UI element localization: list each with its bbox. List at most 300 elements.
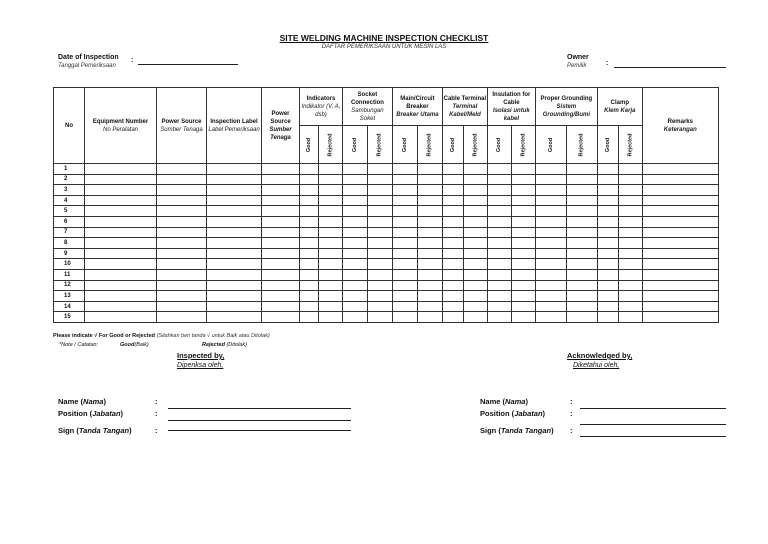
table-cell[interactable]: [618, 227, 642, 238]
table-cell[interactable]: [642, 164, 718, 175]
table-cell[interactable]: [157, 259, 207, 270]
table-cell[interactable]: [207, 227, 262, 238]
table-cell[interactable]: [367, 174, 392, 185]
table-cell[interactable]: [417, 269, 442, 280]
table-cell[interactable]: [262, 216, 300, 227]
table-cell[interactable]: [157, 195, 207, 206]
table-cell[interactable]: [300, 216, 319, 227]
table-cell[interactable]: [157, 301, 207, 312]
table-cell[interactable]: [566, 248, 597, 259]
table-cell[interactable]: [535, 238, 566, 249]
table-cell[interactable]: [442, 174, 463, 185]
table-cell[interactable]: [157, 238, 207, 249]
right-sign-field[interactable]: [580, 436, 726, 437]
table-cell[interactable]: [463, 174, 487, 185]
table-cell[interactable]: [463, 206, 487, 217]
table-cell[interactable]: [463, 291, 487, 302]
table-cell[interactable]: [618, 185, 642, 196]
table-cell[interactable]: [417, 206, 442, 217]
table-cell[interactable]: [487, 227, 511, 238]
table-cell[interactable]: [566, 185, 597, 196]
table-cell[interactable]: [300, 174, 319, 185]
table-cell[interactable]: [511, 195, 535, 206]
table-cell[interactable]: [417, 227, 442, 238]
table-cell[interactable]: [597, 312, 618, 323]
table-cell[interactable]: [367, 291, 392, 302]
table-cell[interactable]: [85, 206, 157, 217]
table-cell[interactable]: [367, 206, 392, 217]
table-cell[interactable]: [535, 195, 566, 206]
table-cell[interactable]: [319, 259, 343, 270]
table-cell[interactable]: [367, 280, 392, 291]
table-cell[interactable]: [597, 195, 618, 206]
table-cell[interactable]: [85, 312, 157, 323]
table-cell[interactable]: [417, 216, 442, 227]
table-cell[interactable]: [511, 216, 535, 227]
table-cell[interactable]: [642, 185, 718, 196]
table-cell[interactable]: [618, 269, 642, 280]
table-cell[interactable]: [535, 227, 566, 238]
table-cell[interactable]: [535, 259, 566, 270]
table-cell[interactable]: [535, 280, 566, 291]
table-cell[interactable]: [207, 301, 262, 312]
table-cell[interactable]: [392, 206, 417, 217]
table-cell[interactable]: [207, 248, 262, 259]
table-cell[interactable]: [342, 291, 367, 302]
table-cell[interactable]: [342, 216, 367, 227]
table-cell[interactable]: [535, 301, 566, 312]
table-cell[interactable]: [511, 238, 535, 249]
table-cell[interactable]: [262, 227, 300, 238]
left-sign-field[interactable]: [168, 430, 351, 431]
table-cell[interactable]: [342, 312, 367, 323]
table-cell[interactable]: [618, 238, 642, 249]
table-cell[interactable]: [417, 301, 442, 312]
table-cell[interactable]: [157, 291, 207, 302]
table-cell[interactable]: [566, 227, 597, 238]
table-cell[interactable]: [319, 164, 343, 175]
right-name-field[interactable]: [580, 408, 726, 409]
table-cell[interactable]: [207, 312, 262, 323]
table-cell[interactable]: [85, 174, 157, 185]
table-cell[interactable]: [367, 216, 392, 227]
table-cell[interactable]: [392, 291, 417, 302]
table-cell[interactable]: [417, 238, 442, 249]
table-cell[interactable]: [157, 174, 207, 185]
table-cell[interactable]: [262, 291, 300, 302]
table-cell[interactable]: [535, 164, 566, 175]
table-cell[interactable]: [207, 174, 262, 185]
table-cell[interactable]: [207, 216, 262, 227]
table-cell[interactable]: [618, 216, 642, 227]
table-cell[interactable]: [157, 206, 207, 217]
table-cell[interactable]: [319, 216, 343, 227]
table-cell[interactable]: [367, 301, 392, 312]
table-cell[interactable]: [342, 164, 367, 175]
table-cell[interactable]: [262, 259, 300, 270]
table-cell[interactable]: [487, 291, 511, 302]
table-cell[interactable]: [262, 248, 300, 259]
table-cell[interactable]: [535, 206, 566, 217]
table-cell[interactable]: [300, 248, 319, 259]
table-cell[interactable]: [597, 227, 618, 238]
table-cell[interactable]: [597, 291, 618, 302]
table-cell[interactable]: [487, 216, 511, 227]
table-cell[interactable]: [618, 312, 642, 323]
table-cell[interactable]: [367, 238, 392, 249]
table-cell[interactable]: [442, 227, 463, 238]
table-cell[interactable]: [417, 259, 442, 270]
table-cell[interactable]: [566, 259, 597, 270]
table-cell[interactable]: [597, 174, 618, 185]
table-cell[interactable]: [319, 301, 343, 312]
table-cell[interactable]: [367, 312, 392, 323]
table-cell[interactable]: [85, 291, 157, 302]
table-cell[interactable]: [442, 195, 463, 206]
table-cell[interactable]: [319, 206, 343, 217]
table-cell[interactable]: [157, 248, 207, 259]
table-cell[interactable]: [392, 301, 417, 312]
table-cell[interactable]: [392, 174, 417, 185]
table-cell[interactable]: [487, 206, 511, 217]
table-cell[interactable]: [262, 280, 300, 291]
table-cell[interactable]: [597, 301, 618, 312]
table-cell[interactable]: [642, 291, 718, 302]
table-cell[interactable]: [157, 216, 207, 227]
table-cell[interactable]: [262, 312, 300, 323]
table-cell[interactable]: [207, 185, 262, 196]
table-cell[interactable]: [207, 195, 262, 206]
table-cell[interactable]: [392, 164, 417, 175]
table-cell[interactable]: [342, 280, 367, 291]
table-cell[interactable]: [319, 291, 343, 302]
table-cell[interactable]: [511, 227, 535, 238]
table-cell[interactable]: [442, 259, 463, 270]
table-cell[interactable]: [463, 227, 487, 238]
table-cell[interactable]: [319, 269, 343, 280]
table-cell[interactable]: [566, 206, 597, 217]
table-cell[interactable]: [442, 164, 463, 175]
table-cell[interactable]: [85, 280, 157, 291]
table-cell[interactable]: [442, 206, 463, 217]
table-cell[interactable]: [392, 238, 417, 249]
table-cell[interactable]: [262, 269, 300, 280]
table-cell[interactable]: [157, 227, 207, 238]
table-cell[interactable]: [511, 174, 535, 185]
table-cell[interactable]: [487, 269, 511, 280]
right-sign-label: Sign (Tanda Tangan): [480, 426, 554, 435]
date-field[interactable]: [138, 64, 238, 65]
table-cell[interactable]: [207, 269, 262, 280]
table-cell[interactable]: [85, 238, 157, 249]
table-cell[interactable]: [342, 174, 367, 185]
table-cell[interactable]: [487, 248, 511, 259]
table-cell[interactable]: [442, 301, 463, 312]
table-cell[interactable]: [300, 227, 319, 238]
table-cell[interactable]: [642, 227, 718, 238]
table-cell[interactable]: [300, 301, 319, 312]
table-cell[interactable]: [392, 195, 417, 206]
table-cell[interactable]: [85, 301, 157, 312]
table-cell[interactable]: [300, 206, 319, 217]
table-cell[interactable]: [535, 248, 566, 259]
table-cell[interactable]: [442, 269, 463, 280]
table-cell[interactable]: [463, 238, 487, 249]
table-cell[interactable]: [597, 206, 618, 217]
table-cell[interactable]: [487, 174, 511, 185]
table-cell[interactable]: [463, 185, 487, 196]
table-cell[interactable]: [157, 164, 207, 175]
table-cell[interactable]: [207, 164, 262, 175]
table-cell[interactable]: [463, 301, 487, 312]
table-cell[interactable]: [319, 238, 343, 249]
right-position-field[interactable]: [580, 424, 726, 425]
table-cell[interactable]: [342, 227, 367, 238]
table-cell[interactable]: [207, 206, 262, 217]
inspected-by-sub: Diperiksa oleh,: [177, 362, 224, 369]
table-cell[interactable]: [319, 248, 343, 259]
table-cell[interactable]: [392, 185, 417, 196]
table-cell[interactable]: [487, 164, 511, 175]
table-cell[interactable]: [597, 164, 618, 175]
table-cell[interactable]: [597, 216, 618, 227]
table-cell[interactable]: [535, 291, 566, 302]
table-cell[interactable]: [566, 269, 597, 280]
table-cell[interactable]: [262, 164, 300, 175]
table-cell[interactable]: [392, 216, 417, 227]
table-cell[interactable]: [618, 195, 642, 206]
table-cell[interactable]: [642, 238, 718, 249]
table-cell[interactable]: [535, 174, 566, 185]
table-cell[interactable]: [566, 174, 597, 185]
table-cell[interactable]: [417, 185, 442, 196]
table-cell[interactable]: [642, 301, 718, 312]
table-cell[interactable]: [300, 238, 319, 249]
table-cell[interactable]: [566, 164, 597, 175]
table-cell[interactable]: [487, 195, 511, 206]
table-cell[interactable]: [442, 280, 463, 291]
table-cell[interactable]: [207, 238, 262, 249]
table-cell[interactable]: [642, 195, 718, 206]
table-cell[interactable]: [642, 206, 718, 217]
table-cell[interactable]: [300, 280, 319, 291]
table-cell[interactable]: [597, 259, 618, 270]
table-cell[interactable]: [417, 174, 442, 185]
table-row: [54, 216, 719, 227]
table-cell[interactable]: [392, 248, 417, 259]
table-cell[interactable]: [566, 238, 597, 249]
table-cell[interactable]: [597, 280, 618, 291]
table-cell[interactable]: [511, 269, 535, 280]
table-cell[interactable]: [597, 269, 618, 280]
table-cell[interactable]: [463, 259, 487, 270]
table-cell[interactable]: [618, 259, 642, 270]
table-cell[interactable]: [597, 185, 618, 196]
table-cell[interactable]: [618, 206, 642, 217]
table-cell[interactable]: [262, 238, 300, 249]
table-cell[interactable]: [367, 269, 392, 280]
table-cell[interactable]: [342, 206, 367, 217]
table-cell[interactable]: [417, 195, 442, 206]
table-cell[interactable]: [566, 312, 597, 323]
table-cell[interactable]: [392, 259, 417, 270]
table-cell[interactable]: [342, 195, 367, 206]
table-cell[interactable]: [85, 216, 157, 227]
table-cell[interactable]: [642, 248, 718, 259]
table-cell[interactable]: [85, 185, 157, 196]
table-cell[interactable]: [417, 248, 442, 259]
table-cell[interactable]: [300, 269, 319, 280]
table-cell[interactable]: [157, 312, 207, 323]
table-cell[interactable]: [642, 174, 718, 185]
table-cell[interactable]: [300, 195, 319, 206]
table-cell[interactable]: [392, 269, 417, 280]
table-cell[interactable]: [487, 312, 511, 323]
table-cell[interactable]: [511, 291, 535, 302]
table-cell[interactable]: [300, 164, 319, 175]
table-cell[interactable]: [597, 238, 618, 249]
table-cell[interactable]: [463, 248, 487, 259]
table-cell[interactable]: [342, 248, 367, 259]
table-cell[interactable]: [417, 280, 442, 291]
table-cell[interactable]: [319, 227, 343, 238]
table-cell[interactable]: [511, 206, 535, 217]
table-cell[interactable]: [511, 164, 535, 175]
table-cell[interactable]: [618, 248, 642, 259]
date-label: Date of Inspection: [58, 54, 119, 61]
table-cell[interactable]: [442, 248, 463, 259]
table-cell[interactable]: [85, 259, 157, 270]
table-cell[interactable]: [157, 269, 207, 280]
table-cell[interactable]: [319, 312, 343, 323]
table-cell[interactable]: [463, 280, 487, 291]
table-cell[interactable]: [319, 185, 343, 196]
table-cell[interactable]: [618, 291, 642, 302]
table-cell[interactable]: [319, 195, 343, 206]
table-cell[interactable]: [442, 238, 463, 249]
table-cell[interactable]: [487, 301, 511, 312]
table-cell[interactable]: [85, 248, 157, 259]
table-cell[interactable]: [342, 259, 367, 270]
table-cell[interactable]: [85, 227, 157, 238]
table-cell[interactable]: [207, 280, 262, 291]
table-cell[interactable]: [262, 185, 300, 196]
table-cell[interactable]: [642, 216, 718, 227]
table-cell[interactable]: [367, 227, 392, 238]
table-row: [54, 195, 719, 206]
table-cell[interactable]: [642, 259, 718, 270]
table-cell[interactable]: [342, 269, 367, 280]
table-cell[interactable]: [463, 216, 487, 227]
table-cell[interactable]: [597, 248, 618, 259]
table-cell[interactable]: [642, 269, 718, 280]
table-cell[interactable]: [618, 174, 642, 185]
table-cell[interactable]: [442, 291, 463, 302]
table-cell[interactable]: [618, 164, 642, 175]
table-cell[interactable]: [342, 301, 367, 312]
table-cell[interactable]: [463, 312, 487, 323]
table-cell[interactable]: [392, 312, 417, 323]
date-sub-label: Tanggal Pemeriksaan: [58, 63, 116, 69]
table-cell[interactable]: [262, 206, 300, 217]
table-cell[interactable]: [262, 301, 300, 312]
table-cell[interactable]: [392, 227, 417, 238]
table-cell[interactable]: [566, 291, 597, 302]
table-cell[interactable]: [463, 164, 487, 175]
left-name-field[interactable]: [168, 408, 351, 409]
table-cell[interactable]: [157, 280, 207, 291]
table-cell[interactable]: [535, 216, 566, 227]
owner-field[interactable]: [614, 67, 726, 68]
table-cell[interactable]: [487, 259, 511, 270]
table-cell[interactable]: [417, 164, 442, 175]
table-cell[interactable]: [417, 291, 442, 302]
table-cell[interactable]: [367, 185, 392, 196]
table-cell[interactable]: [463, 269, 487, 280]
table-cell[interactable]: [442, 185, 463, 196]
table-cell[interactable]: [511, 248, 535, 259]
table-cell[interactable]: [535, 269, 566, 280]
table-cell[interactable]: [342, 185, 367, 196]
table-cell[interactable]: [511, 185, 535, 196]
row-number: 13: [54, 291, 85, 302]
table-cell[interactable]: [367, 248, 392, 259]
left-position-field[interactable]: [168, 420, 351, 421]
table-cell[interactable]: [367, 259, 392, 270]
table-cell[interactable]: [319, 280, 343, 291]
table-cell[interactable]: [618, 280, 642, 291]
table-cell[interactable]: [566, 280, 597, 291]
table-cell[interactable]: [300, 312, 319, 323]
table-cell[interactable]: [487, 280, 511, 291]
table-cell[interactable]: [300, 259, 319, 270]
table-cell[interactable]: [300, 185, 319, 196]
table-cell[interactable]: [566, 301, 597, 312]
table-cell[interactable]: [207, 291, 262, 302]
table-cell[interactable]: [487, 238, 511, 249]
table-cell[interactable]: [367, 164, 392, 175]
table-cell[interactable]: [618, 301, 642, 312]
table-cell[interactable]: [511, 259, 535, 270]
table-cell[interactable]: [642, 280, 718, 291]
table-cell[interactable]: [511, 312, 535, 323]
table-cell[interactable]: [392, 280, 417, 291]
table-cell[interactable]: [319, 174, 343, 185]
table-cell[interactable]: [442, 312, 463, 323]
table-cell[interactable]: [511, 301, 535, 312]
table-cell[interactable]: [566, 195, 597, 206]
table-cell[interactable]: [85, 195, 157, 206]
table-cell[interactable]: [535, 312, 566, 323]
table-cell[interactable]: [535, 185, 566, 196]
table-cell[interactable]: [417, 312, 442, 323]
table-cell[interactable]: [85, 164, 157, 175]
table-cell[interactable]: [487, 185, 511, 196]
table-cell[interactable]: [367, 195, 392, 206]
table-cell[interactable]: [262, 174, 300, 185]
table-cell[interactable]: [511, 280, 535, 291]
table-cell[interactable]: [342, 238, 367, 249]
table-cell[interactable]: [85, 269, 157, 280]
table-cell[interactable]: [566, 216, 597, 227]
table-cell[interactable]: [642, 312, 718, 323]
table-cell[interactable]: [442, 216, 463, 227]
table-cell[interactable]: [463, 195, 487, 206]
table-cell[interactable]: [207, 259, 262, 270]
table-cell[interactable]: [300, 291, 319, 302]
table-cell[interactable]: [157, 185, 207, 196]
table-cell[interactable]: [262, 195, 300, 206]
